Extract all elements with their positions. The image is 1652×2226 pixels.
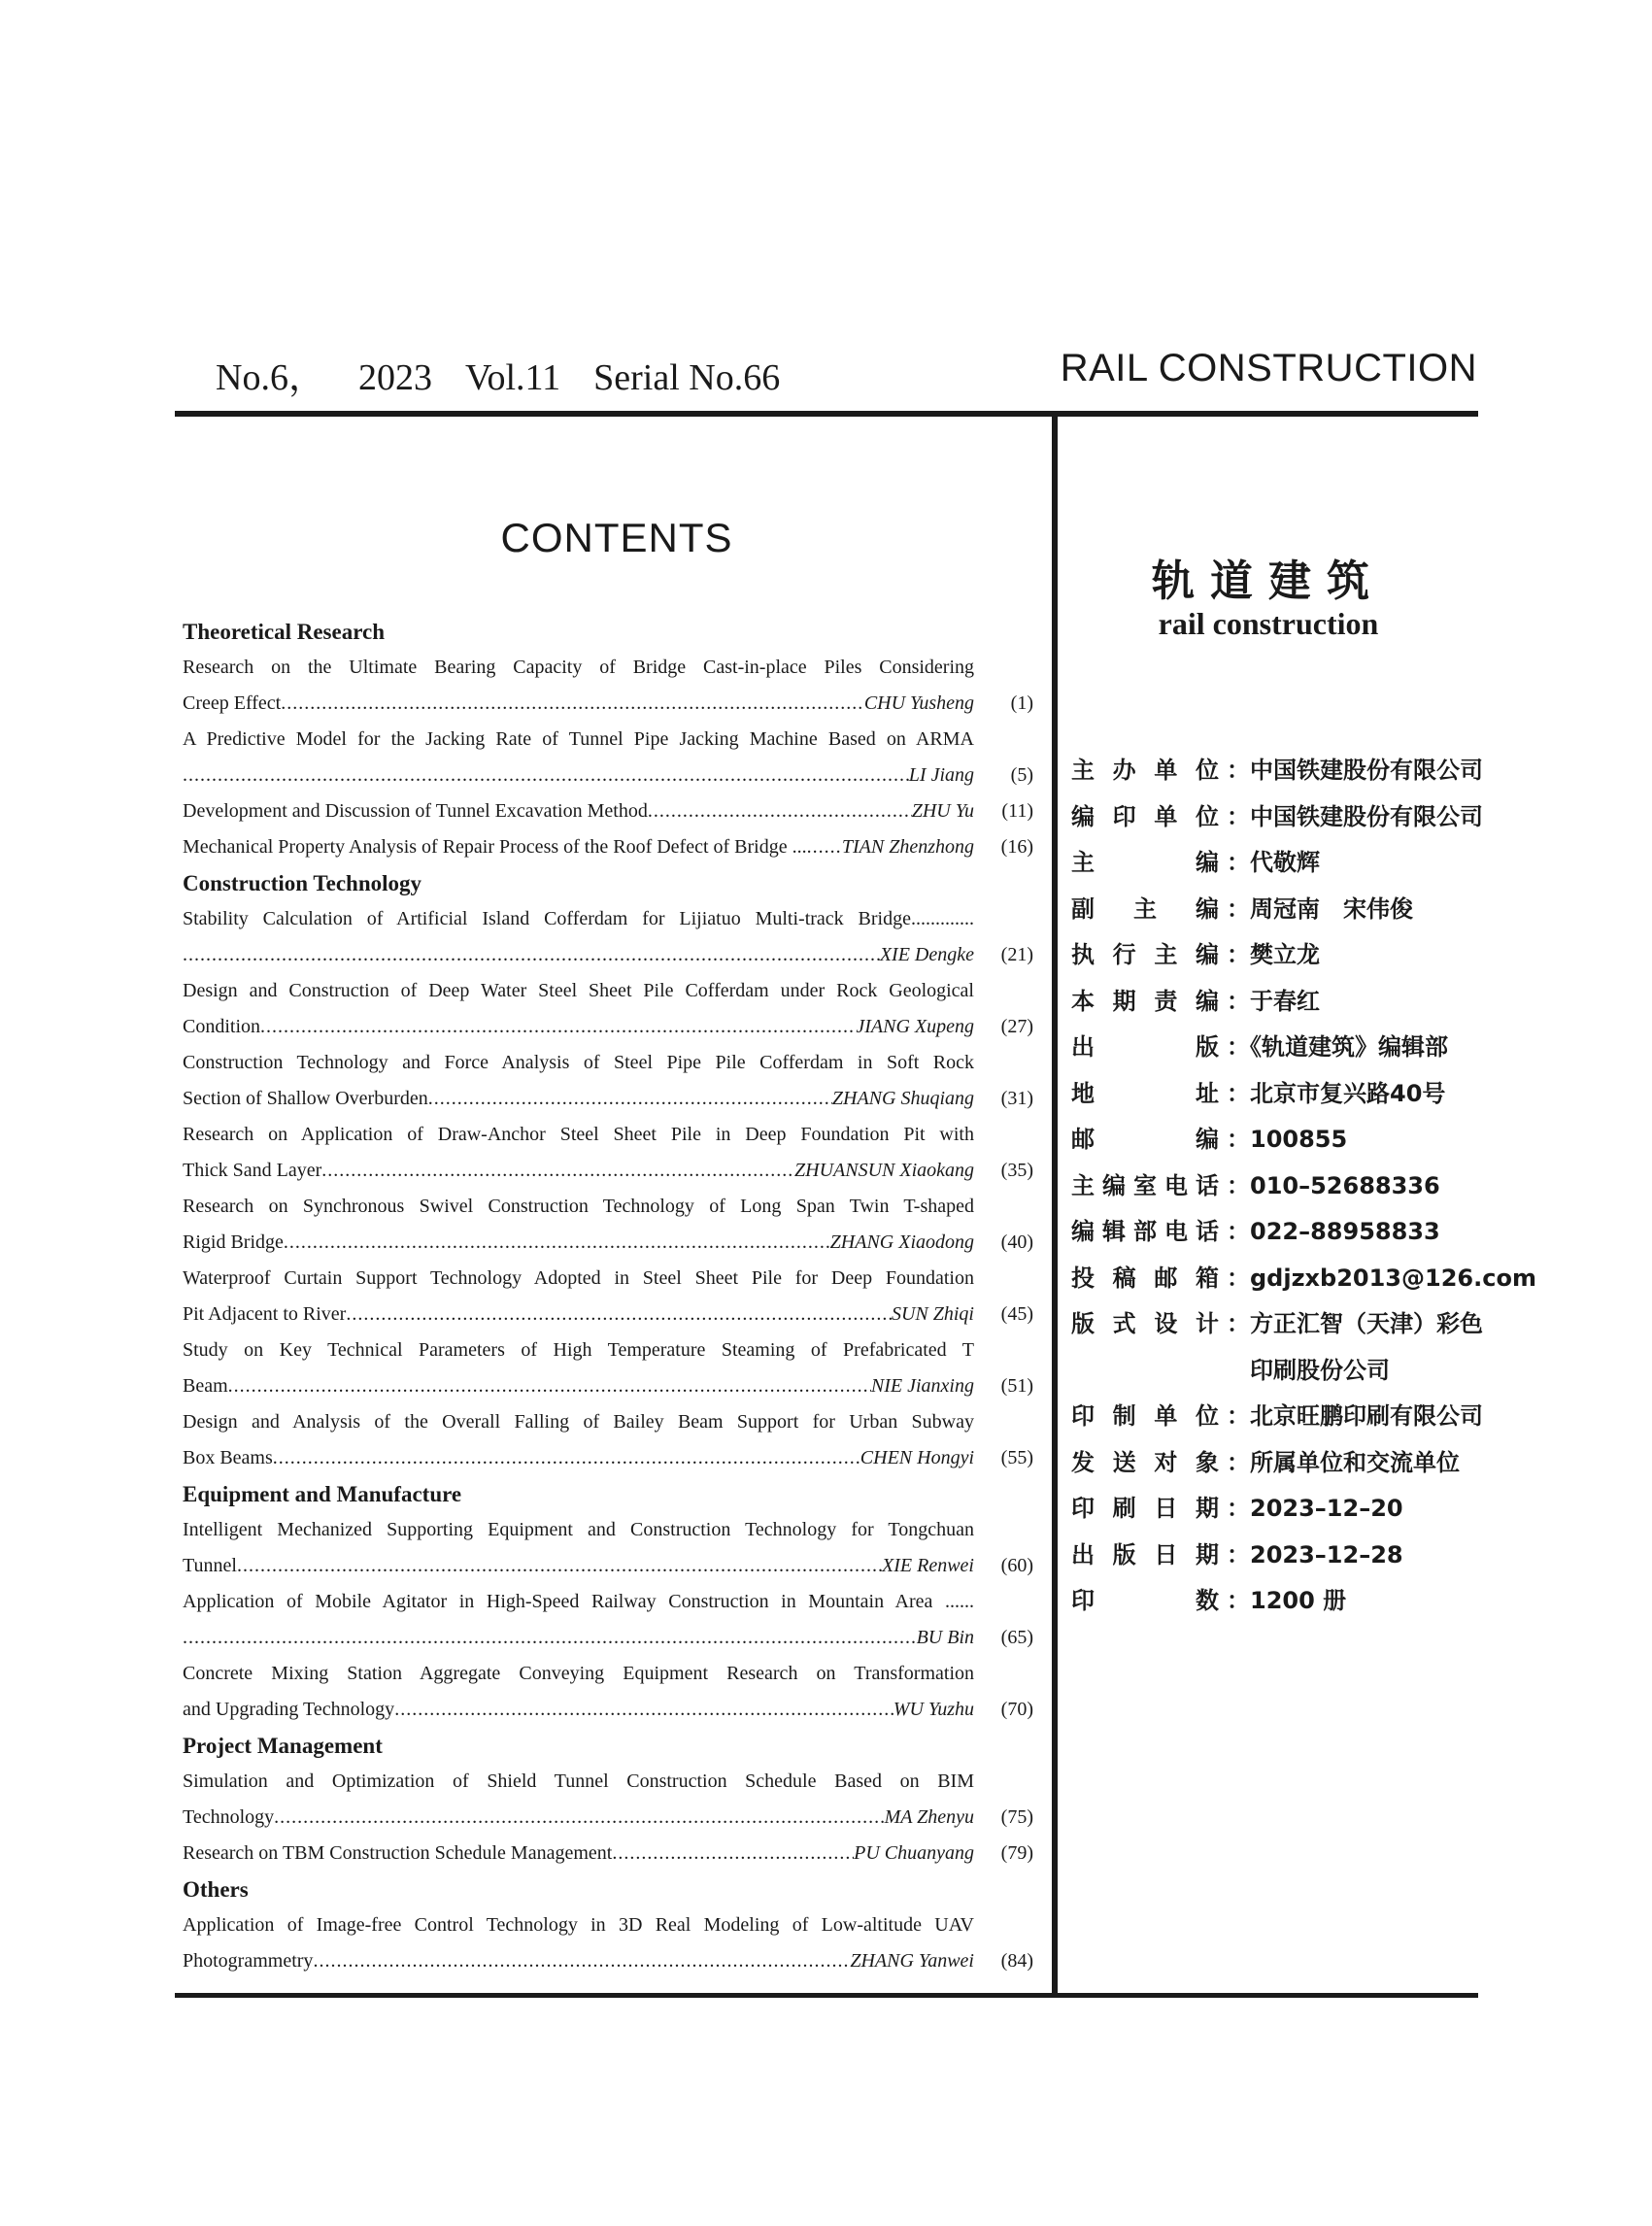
- entry-author: ZHANG Yanwei: [850, 1950, 974, 1972]
- masthead-value: ：中国铁建股份有限公司: [1227, 757, 1483, 784]
- toc-entry: [183, 686, 1033, 722]
- section-heading: Others: [183, 1877, 249, 1902]
- toc-entry: [183, 1225, 1033, 1261]
- entry-leader-line: [183, 1548, 974, 1584]
- section-heading: Project Management: [183, 1734, 383, 1758]
- masthead-label: 本期责编: [1071, 987, 1219, 1015]
- dot-leader: [281, 686, 864, 722]
- entry-author: CHU Yusheng: [863, 692, 974, 714]
- masthead-value: ：北京旺鹏印刷有限公司: [1227, 1402, 1483, 1430]
- entry-page: (51): [1000, 1375, 1033, 1397]
- masthead-value: ：方正汇智（天津）彩色: [1227, 1310, 1483, 1337]
- issue-year: 2023: [357, 357, 432, 398]
- masthead-label: 主编室电话: [1071, 1171, 1219, 1199]
- toc-entry: [183, 1081, 1033, 1117]
- entry-page: (16): [1000, 836, 1033, 858]
- entry-title: Photogrammetry: [183, 1950, 314, 1972]
- masthead-label: 副主编: [1071, 894, 1219, 923]
- serial-number: Serial No.66: [593, 357, 781, 398]
- toc-entry: [183, 758, 1033, 793]
- masthead-row: [1071, 1301, 1536, 1348]
- entry-leader-line: [183, 1153, 974, 1189]
- masthead-row: [1071, 1164, 1536, 1210]
- entry-page: (1): [1010, 692, 1033, 714]
- entry-title-line: Design and Analysis of the Overall Falling of Bailey Beam Support for Urban Subway: [183, 1411, 974, 1433]
- masthead-label: [1071, 1348, 1219, 1395]
- entry-author: PU Chuanyang: [854, 1842, 974, 1864]
- masthead-value: ：于春红: [1227, 987, 1320, 1015]
- entry-title-line: Research on Synchronous Swivel Construction Technology of Long Span Twin T-shaped: [183, 1196, 974, 1217]
- entry-title: Section of Shallow Overburden: [183, 1088, 428, 1109]
- entry-author: ZHANG Xiaodong: [829, 1231, 974, 1253]
- dot-leader: [807, 829, 842, 865]
- entry-author: XIE Renwei: [882, 1555, 974, 1576]
- toc-entry: [183, 1800, 1033, 1836]
- masthead-row: [1071, 1486, 1536, 1533]
- masthead-row: [1071, 887, 1536, 933]
- entry-title: Condition: [183, 1016, 261, 1037]
- masthead-row: [1071, 794, 1536, 841]
- toc-entry: [183, 937, 1033, 973]
- entry-author: NIE Jianxing: [870, 1375, 974, 1397]
- masthead-label: 编印单位: [1071, 802, 1219, 830]
- entry-author: MA Zhenyu: [884, 1806, 974, 1828]
- toc-entry: [183, 829, 1033, 865]
- toc-entry-line: [183, 1584, 1033, 1620]
- entry-leader-line: [183, 1943, 974, 1979]
- toc-entry-line: [183, 1045, 1033, 1081]
- section-heading: Construction Technology: [183, 871, 422, 895]
- entry-author: BU Bin: [916, 1627, 974, 1648]
- dot-leader: [428, 1081, 832, 1117]
- masthead-label: 邮编: [1071, 1126, 1219, 1153]
- masthead-row: [1071, 840, 1536, 887]
- masthead-value: ：中国铁建股份有限公司: [1227, 802, 1483, 830]
- dot-leader: [321, 1153, 794, 1189]
- toc-entry: [183, 1440, 1033, 1476]
- entry-title-line: Concrete Mixing Station Aggregate Conveying Equipment Research on Transformation: [183, 1663, 974, 1684]
- entry-author: CHEN Hongyi: [860, 1447, 974, 1468]
- masthead-value: ：1200 册: [1227, 1587, 1347, 1614]
- toc-entry-line: [183, 973, 1033, 1009]
- masthead-value: ：2023–12–20: [1227, 1495, 1403, 1522]
- masthead-row: [1071, 1578, 1536, 1625]
- entry-title-line: Application of Image-free Control Technology in 3D Real Modeling of Low-altitude UAV: [183, 1914, 974, 1936]
- entry-author: LI Jiang: [908, 764, 974, 786]
- masthead: [1071, 748, 1536, 1625]
- entry-page: (65): [1000, 1627, 1033, 1648]
- entry-title: Rigid Bridge: [183, 1231, 284, 1253]
- masthead-row: [1071, 1025, 1536, 1071]
- entry-title-line: Research on Application of Draw-Anchor Steel Sheet Pile in Deep Foundation Pit with: [183, 1124, 974, 1145]
- top-rule: [175, 411, 1478, 417]
- dot-leader: [313, 1943, 850, 1979]
- entry-title-line: Study on Key Technical Parameters of High Temperature Steaming of Prefabricated T: [183, 1339, 974, 1361]
- toc-entry-line: [183, 1117, 1033, 1153]
- entry-leader-line: [183, 1081, 974, 1117]
- entry-leader-line: [183, 1009, 974, 1045]
- entry-page: (84): [1000, 1950, 1033, 1972]
- masthead-value: ：100855: [1227, 1126, 1348, 1153]
- toc-entry-line: [183, 1764, 1033, 1800]
- entry-leader-line: [183, 1692, 974, 1728]
- entry-author: ZHUANSUN Xiaokang: [794, 1160, 974, 1181]
- entry-page: (35): [1000, 1160, 1033, 1181]
- dot-leader: [346, 1297, 892, 1332]
- entry-author: WU Yuzhu: [893, 1699, 974, 1720]
- toc-entry-line: [183, 901, 1033, 937]
- masthead-row: [1071, 1533, 1536, 1579]
- toc-entry: [183, 1692, 1033, 1728]
- entry-title: Development and Discussion of Tunnel Excavation Method: [183, 800, 648, 822]
- column-divider: [1052, 411, 1058, 1997]
- toc-entry-line: [183, 1189, 1033, 1225]
- entry-leader-line: [183, 829, 974, 865]
- masthead-label: 印刷日期: [1071, 1495, 1219, 1522]
- entry-author: JIANG Xupeng: [856, 1016, 974, 1037]
- entry-leader-line: [183, 1297, 974, 1332]
- entry-title-line: Stability Calculation of Artificial Island Cofferdam for Lijiatuo Multi-track Bridge.............: [183, 908, 974, 929]
- entry-title: Research on TBM Construction Schedule Management: [183, 1842, 613, 1864]
- journal-title-english: rail construction: [1158, 606, 1379, 641]
- masthead-label: 编辑部电话: [1071, 1218, 1219, 1245]
- masthead-value: ：010–52688336: [1227, 1171, 1440, 1199]
- entry-title: Creep Effect: [183, 692, 282, 714]
- entry-author: SUN Zhiqi: [891, 1303, 974, 1325]
- entry-page: (55): [1000, 1447, 1033, 1468]
- entry-leader-line: [183, 1440, 974, 1476]
- entry-page: (31): [1000, 1088, 1033, 1109]
- entry-author: ZHANG Shuqiang: [831, 1088, 974, 1109]
- masthead-label: 主办单位: [1071, 757, 1219, 784]
- toc-entry: [183, 1009, 1033, 1045]
- issue-number: No.6，: [216, 357, 325, 398]
- dot-leader: [183, 937, 880, 973]
- entry-page: (79): [1000, 1842, 1033, 1864]
- masthead-row: [1071, 932, 1536, 979]
- journal-name: RAIL CONSTRUCTION: [1060, 347, 1477, 389]
- entry-leader-line: [183, 1800, 974, 1836]
- entry-page: (5): [1010, 764, 1033, 786]
- toc-entry-line: [183, 1261, 1033, 1297]
- masthead-label: 执行主编: [1071, 941, 1219, 968]
- toc-entry-line: [183, 1512, 1033, 1548]
- entry-title: Box Beams: [183, 1447, 273, 1468]
- masthead-value: ：2023–12–28: [1227, 1540, 1403, 1568]
- entry-page: (70): [1000, 1699, 1033, 1720]
- entry-title-line: A Predictive Model for the Jacking Rate of Tunnel Pipe Jacking Machine Based on ARMA: [183, 728, 974, 750]
- entry-title: Tunnel: [183, 1555, 237, 1576]
- toc-entry-line: [183, 1907, 1033, 1943]
- toc-entry: [183, 1297, 1033, 1332]
- masthead-value: ：《轨道建筑》编辑部: [1227, 1033, 1448, 1061]
- masthead-row: [1071, 1117, 1536, 1164]
- contents-title: CONTENTS: [500, 515, 733, 560]
- masthead-row: [1071, 979, 1536, 1026]
- toc-entry: [183, 1548, 1033, 1584]
- entry-author: XIE Dengke: [879, 944, 974, 965]
- masthead-row: [1071, 1394, 1536, 1440]
- entry-leader-line: [183, 1225, 974, 1261]
- dot-leader: [394, 1692, 893, 1728]
- masthead-value: ：北京市复兴路40号: [1227, 1079, 1446, 1107]
- entry-title-line: Research on the Ultimate Bearing Capacity of Bridge Cast-in-place Piles Considering: [183, 657, 974, 678]
- entry-page: (45): [1000, 1303, 1033, 1325]
- dot-leader: [273, 1440, 860, 1476]
- journal-title-chinese: 轨道建筑: [1152, 556, 1385, 606]
- entry-leader-line: [183, 793, 974, 829]
- dot-leader: [260, 1009, 856, 1045]
- masthead-label: 投稿邮箱: [1071, 1264, 1219, 1292]
- masthead-row: [1071, 1256, 1536, 1302]
- masthead-row: [1071, 1440, 1536, 1487]
- entry-page: (60): [1000, 1555, 1033, 1576]
- dot-leader: [183, 758, 909, 793]
- masthead-label: 主编: [1071, 849, 1219, 876]
- toc-entry-line: [183, 1332, 1033, 1368]
- masthead-value: ：所属单位和交流单位: [1227, 1448, 1460, 1476]
- masthead-label: 印数: [1071, 1587, 1219, 1614]
- masthead-value: ：代敬辉: [1227, 849, 1320, 876]
- entry-leader-line: [183, 686, 974, 722]
- toc-entry-line: [183, 722, 1033, 758]
- entry-title: Thick Sand Layer: [183, 1160, 322, 1181]
- entry-leader-line: [183, 1836, 974, 1872]
- toc-entry-line: [183, 1404, 1033, 1440]
- masthead-value: 印刷股份公司: [1227, 1356, 1390, 1384]
- toc-entry: [183, 1620, 1033, 1656]
- toc-entry: [183, 1836, 1033, 1872]
- entry-page: (11): [1001, 800, 1033, 822]
- dot-leader: [274, 1800, 884, 1836]
- entry-page: (40): [1000, 1231, 1033, 1253]
- entry-title: Mechanical Property Analysis of Repair Process of the Roof Defect of Bridge ...: [183, 836, 807, 858]
- masthead-label: 发送对象: [1071, 1448, 1219, 1476]
- masthead-label: 版式设计: [1071, 1310, 1219, 1337]
- entry-leader-line: [183, 758, 974, 793]
- masthead-value: ：gdjzxb2013@126.com: [1227, 1264, 1536, 1292]
- masthead-row: [1071, 1348, 1536, 1395]
- section-heading: Theoretical Research: [183, 620, 386, 644]
- toc-entry: [183, 1368, 1033, 1404]
- entry-title-line: Waterproof Curtain Support Technology Adopted in Steel Sheet Pile for Deep Foundation: [183, 1267, 974, 1289]
- masthead-row: [1071, 1071, 1536, 1118]
- toc-entry: [183, 1153, 1033, 1189]
- volume: Vol.11: [464, 357, 561, 398]
- entry-leader-line: [183, 937, 974, 973]
- table-of-contents: [183, 614, 1033, 1979]
- dot-leader: [183, 1620, 917, 1656]
- entry-title: Pit Adjacent to River: [183, 1303, 347, 1325]
- masthead-value: ：022–88958833: [1227, 1218, 1440, 1245]
- entry-author: TIAN Zhenzhong: [841, 836, 974, 858]
- entry-title: and Upgrading Technology: [183, 1699, 395, 1720]
- entry-title-line: Application of Mobile Agitator in High-Speed Railway Construction in Mountain Area ......: [183, 1591, 974, 1612]
- entry-title: Beam: [183, 1375, 228, 1397]
- issue-info: [216, 347, 780, 400]
- dot-leader: [612, 1836, 854, 1872]
- masthead-label: 印制单位: [1071, 1402, 1219, 1430]
- masthead-value: ：周冠南 宋伟俊: [1227, 894, 1413, 923]
- entry-leader-line: [183, 1368, 974, 1404]
- dot-leader: [648, 793, 912, 829]
- dot-leader: [237, 1548, 882, 1584]
- entry-title-line: Intelligent Mechanized Supporting Equipment and Construction Technology for Tongchuan: [183, 1519, 974, 1540]
- entry-page: (21): [1000, 944, 1033, 965]
- toc-entry-line: [183, 1656, 1033, 1692]
- toc-entry: [183, 1943, 1033, 1979]
- entry-title: Technology: [183, 1806, 275, 1828]
- entry-page: (27): [1000, 1016, 1033, 1037]
- masthead-value: ：樊立龙: [1227, 941, 1320, 968]
- toc-entry-line: [183, 650, 1033, 686]
- dot-leader: [228, 1368, 871, 1404]
- entry-author: ZHU Yu: [911, 800, 974, 822]
- bottom-rule: [175, 1993, 1478, 1998]
- toc-entry: [183, 793, 1033, 829]
- entry-leader-line: [183, 1620, 974, 1656]
- dot-leader: [284, 1225, 830, 1261]
- masthead-label: 出版日期: [1071, 1540, 1219, 1568]
- masthead-label: 出版: [1071, 1033, 1219, 1061]
- masthead-label: 地址: [1071, 1079, 1219, 1107]
- entry-title-line: Simulation and Optimization of Shield Tunnel Construction Schedule Based on BIM: [183, 1771, 974, 1792]
- entry-page: (75): [1000, 1806, 1033, 1828]
- masthead-row: [1071, 1209, 1536, 1256]
- entry-title-line: Construction Technology and Force Analysis of Steel Pipe Pile Cofferdam in Soft Rock: [183, 1052, 974, 1073]
- entry-title-line: Design and Construction of Deep Water Steel Sheet Pile Cofferdam under Rock Geological: [183, 980, 974, 1001]
- section-heading: Equipment and Manufacture: [183, 1482, 462, 1506]
- masthead-row: [1071, 748, 1536, 794]
